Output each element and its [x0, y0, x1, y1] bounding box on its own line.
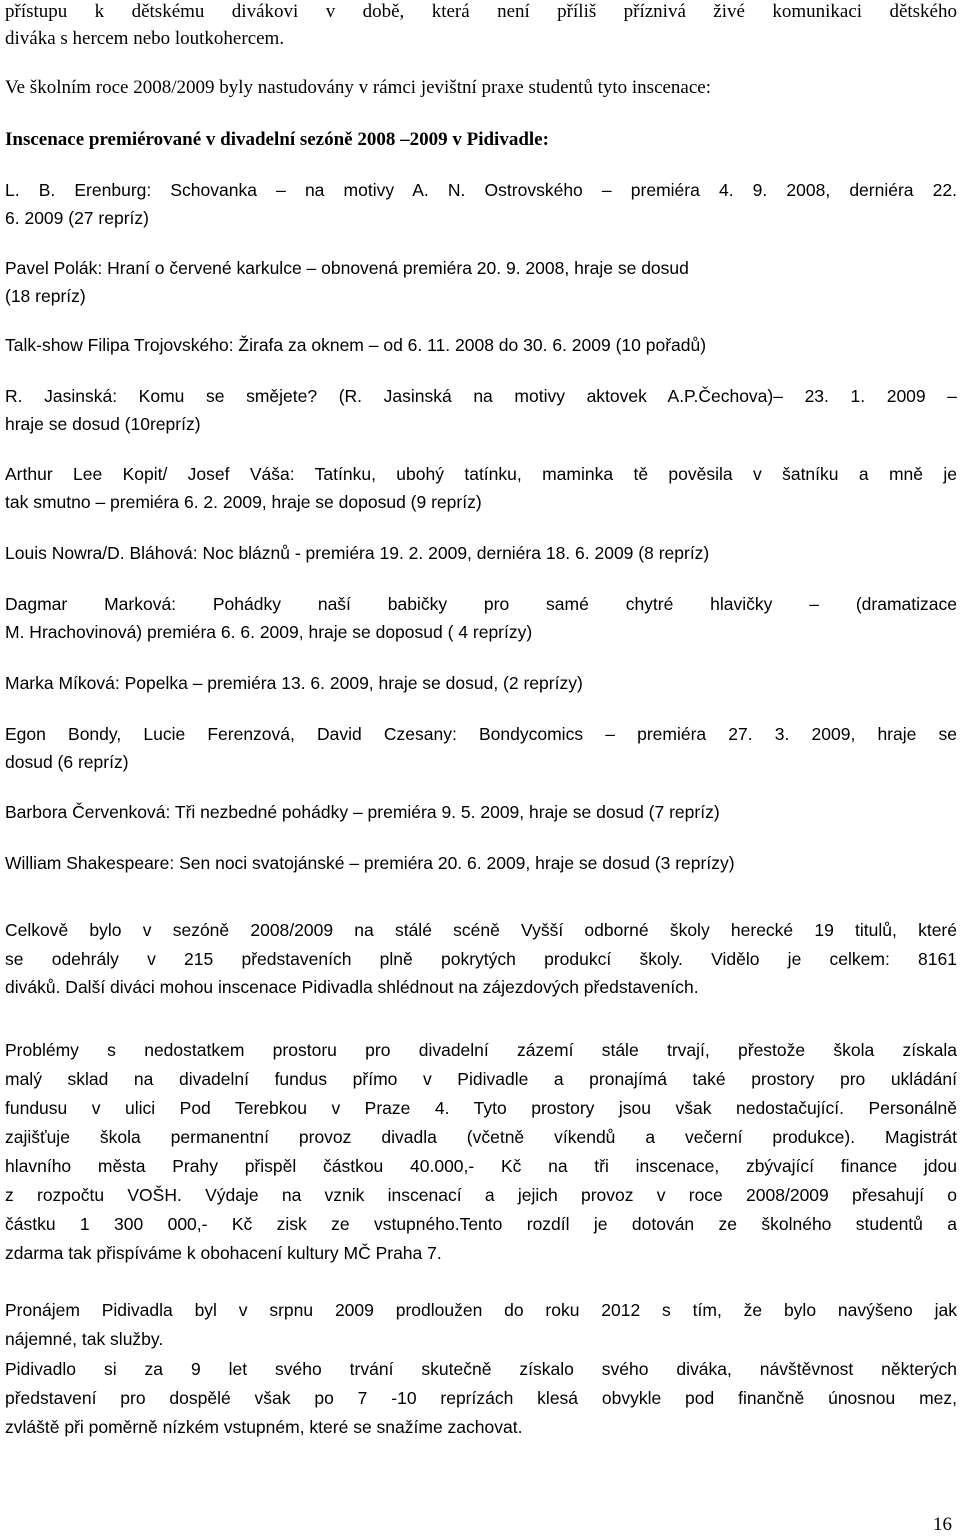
text-line: se odehrály v 215 představeních plně pokrytých produkcí školy. Vidělo je celkem: 8161: [5, 949, 957, 969]
section-heading: Inscenace premiérované v divadelní sezóně 2008 –2009 v Pidivadle:: [5, 129, 549, 150]
text-line: částku 1 300 000,- Kč zisk ze vstupného.Tento rozdíl je dotován ze školného studentů a: [5, 1214, 957, 1234]
text-line: tak smutno – premiéra 6. 2. 2009, hraje se doposud (9 repríz): [5, 492, 482, 512]
text-line: Pavel Polák: Hraní o červené karkulce – obnovená premiéra 20. 9. 2008, hraje se dosud: [5, 258, 689, 278]
text-line: 6. 2009 (27 repríz): [5, 208, 149, 228]
page-number: 16: [933, 1514, 952, 1535]
text-line: Barbora Červenková: Tři nezbedné pohádky – premiéra 9. 5. 2009, hraje se dosud (7 repríz): [5, 802, 720, 822]
text-line: Marka Míková: Popelka – premiéra 13. 6. 2009, hraje se dosud, (2 reprízy): [5, 673, 583, 693]
text-line: nájemné, tak služby.: [5, 1329, 164, 1349]
text-line: Ve školním roce 2008/2009 byly nastudovány v rámci jevištní praxe studentů tyto inscenace:: [5, 77, 712, 98]
text-line: Celkově bylo v sezóně 2008/2009 na stálé scéně Vyšší odborné školy herecké 19 titulů, které: [5, 920, 957, 940]
text-line: Pronájem Pidivadla byl v srpnu 2009 prodloužen do roku 2012 s tím, že bylo navýšeno jak: [5, 1300, 957, 1320]
text-line: dosud (6 repríz): [5, 752, 129, 772]
text-line: hraje se dosud (10repríz): [5, 414, 201, 434]
text-line: přístupu k dětskému divákovi v době, která není příliš příznivá živé komunikaci dětského: [5, 1, 957, 22]
text-line: představení pro dospělé však po 7 -10 reprízách klesá obvykle pod finančně únosnou mez,: [5, 1388, 957, 1408]
text-line: diváků. Další diváci mohou inscenace Pidivadla shlédnout na zájezdových představeních.: [5, 977, 699, 997]
text-line: Problémy s nedostatkem prostoru pro divadelní zázemí stále trvají, přestože škola získala: [5, 1040, 957, 1060]
text-line: hlavního města Prahy přispěl částkou 40.000,- Kč na tři inscenace, zbývající finance jdou: [5, 1156, 957, 1176]
text-line: malý sklad na divadelní fundus přímo v Pidivadle a pronajímá také prostory pro ukládání: [5, 1069, 957, 1089]
text-line: Talk-show Filipa Trojovského: Žirafa za oknem – od 6. 11. 2008 do 30. 6. 2009 (10 pořadů): [5, 335, 707, 355]
text-line: zajišťuje škola permanentní provoz divadla (včetně víkendů a večerní produkce). Magistrát: [5, 1127, 957, 1147]
text-line: R. Jasinská: Komu se smějete? (R. Jasinská na motivy aktovek A.P.Čechova)– 23. 1. 2009 –: [5, 386, 957, 406]
text-line: Louis Nowra/D. Bláhová: Noc bláznů - premiéra 19. 2. 2009, derniéra 18. 6. 2009 (8 repríz): [5, 543, 710, 563]
text-line: zdarma tak přispíváme k obohacení kultury MČ Praha 7.: [5, 1243, 442, 1263]
text-line: fundusu v ulici Pod Terebkou v Praze 4. Tyto prostory jsou však nedostačující. Personálně: [5, 1098, 957, 1118]
text-line: Dagmar Marková: Pohádky naší babičky pro samé chytré hlavičky – (dramatizace: [5, 594, 957, 614]
text-line: L. B. Erenburg: Schovanka – na motivy A. N. Ostrovského – premiéra 4. 9. 2008, derniéra 22.: [5, 180, 957, 200]
text-line: M. Hrachovinová) premiéra 6. 6. 2009, hraje se doposud ( 4 reprízy): [5, 622, 533, 642]
text-line: Egon Bondy, Lucie Ferenzová, David Czesany: Bondycomics – premiéra 27. 3. 2009, hraje se: [5, 724, 957, 744]
text-line: zvláště při poměrně nízkém vstupném, které se snažíme zachovat.: [5, 1417, 523, 1437]
text-line: Arthur Lee Kopit/ Josef Váša: Tatínku, ubohý tatínku, maminka tě pověsila v šatníku a mně je: [5, 464, 957, 484]
text-line: (18 repríz): [5, 286, 86, 306]
text-line: William Shakespeare: Sen noci svatojánské – premiéra 20. 6. 2009, hraje se dosud (3 reprízy): [5, 853, 735, 873]
text-line: z rozpočtu VOŠH. Výdaje na vznik inscenací a jejich provoz v roce 2008/2009 přesahují o: [5, 1185, 957, 1205]
text-line: diváka s hercem nebo loutkohercem.: [5, 28, 285, 49]
text-line: Pidivadlo si za 9 let svého trvání skutečně získalo svého diváka, návštěvnost některých: [5, 1359, 957, 1379]
